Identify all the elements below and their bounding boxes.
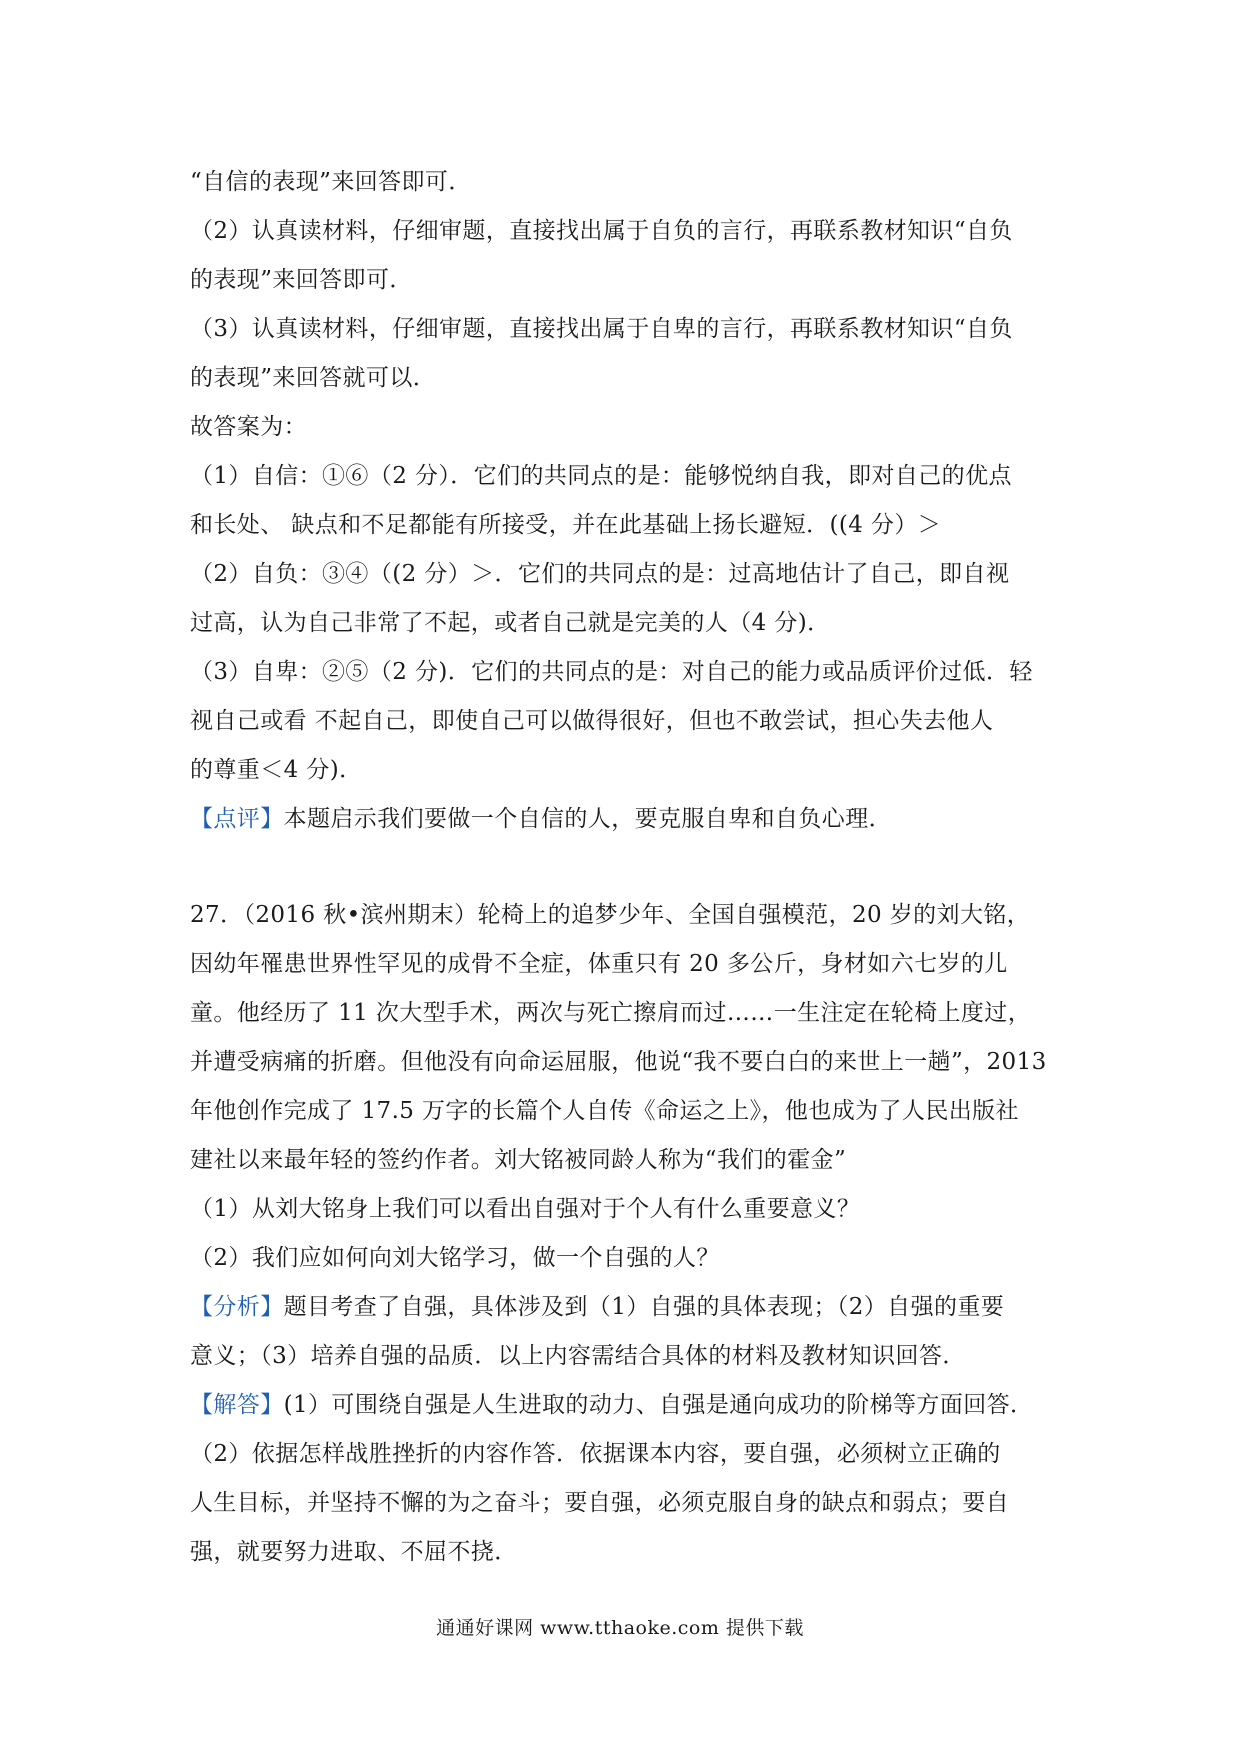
answer-line: 强，就要努力进取、不屈不挠．: [190, 1539, 518, 1565]
text-line: （1）自信：①⑥（2 分）．它们的共同点的是：能够悦纳自我，即对自己的优点: [190, 463, 1012, 489]
comment-text: 本题启示我们要做一个自信的人，要克服自卑和自负心理．: [283, 806, 893, 832]
comment-tag: 【点评】: [190, 806, 284, 832]
question-stem-line: 建社以来最年轻的签约作者。刘大铭被同龄人称为“我们的霍金”: [190, 1147, 847, 1173]
question-27: [190, 891, 1058, 1577]
comment-line: [190, 795, 1058, 844]
text-line: （3）认真读材料，仔细审题，直接找出属于自卑的言行，再联系教材知识“自负: [190, 316, 1013, 342]
text-line: 视自己或看 不起自己，即使自己可以做得很好，但也不敢尝试，担心失去他人: [190, 708, 994, 734]
text-line: （3）自卑：②⑤（2 分)．它们的共同点的是：对自己的能力或品质评价过低．轻: [190, 659, 1033, 685]
sub-question: （1）从刘大铭身上我们可以看出自强对于个人有什么重要意义？: [190, 1196, 861, 1222]
sub-question: （2）我们应如何向刘大铭学习，做一个自强的人？: [190, 1245, 720, 1271]
text-line: 和长处、 缺点和不足都能有所接受，并在此基础上扬长避短．((4 分）＞: [190, 512, 942, 538]
page-footer: 通通好课网 www.tthaoke.com 提供下载: [436, 1617, 804, 1639]
text-line: “自信的表现”来回答即可．: [190, 169, 472, 195]
section-gap: [190, 844, 1058, 891]
document-body: [190, 158, 1058, 1577]
question-stem-line: 27．（2016 秋•滨州期末）轮椅上的追梦少年、全国自强模范，20 岁的刘大铭，: [190, 902, 1031, 928]
text-line: 过高，认为自己非常了不起，或者自己就是完美的人（4 分)．: [190, 610, 831, 636]
text-line: （2）认真读材料，仔细审题，直接找出属于自负的言行，再联系教材知识“自负: [190, 218, 1013, 244]
analysis-tag: 【分析】: [190, 1294, 284, 1320]
answer-line: （2）依据怎样战胜挫折的内容作答．依据课本内容，要自强，必须树立正确的: [190, 1441, 1001, 1467]
question-stem-line: 年他创作完成了 17.5 万字的长篇个人自传《命运之上》，他也成为了人民出版社: [190, 1098, 1019, 1124]
answer-tag: 【解答】: [190, 1392, 284, 1418]
analysis-line: [190, 1283, 1058, 1332]
text-line: 的表现”来回答即可．: [190, 267, 413, 293]
answer-text: (1）可围绕自强是人生进取的动力、自强是通向成功的阶梯等方面回答．: [283, 1392, 1034, 1418]
analysis-line: 意义；（3）培养自强的品质．以上内容需结合具体的材料及教材知识回答．: [190, 1343, 966, 1369]
question-stem-line: 并遭受病痛的折磨。但他没有向命运屈服，他说“我不要白白的来世上一趟”，2013: [190, 1049, 1047, 1075]
text-line: 的尊重＜4 分)．: [190, 757, 363, 783]
answer-line: [190, 1381, 1058, 1430]
text-line: 故答案为：: [190, 414, 307, 440]
text-line: （2）自负：③④（(2 分）＞．它们的共同点的是：过高地估计了自己，即自视: [190, 561, 1010, 587]
previous-answer-section: [190, 158, 1058, 844]
answer-line: 人生目标，并坚持不懈的为之奋斗；要自强，必须克服自身的缺点和弱点；要自: [190, 1490, 1009, 1516]
text-line: 的表现”来回答就可以．: [190, 365, 437, 391]
analysis-text: 题目考查了自强，具体涉及到（1）自强的具体表现；（2）自强的重要: [283, 1294, 1005, 1320]
question-stem-line: 童。他经历了 11 次大型手术，两次与死亡擦肩而过……一生注定在轮椅上度过，: [190, 1000, 1032, 1026]
question-stem-line: 因幼年罹患世界性罕见的成骨不全症，体重只有 20 多公斤，身材如六七岁的儿: [190, 951, 1008, 977]
